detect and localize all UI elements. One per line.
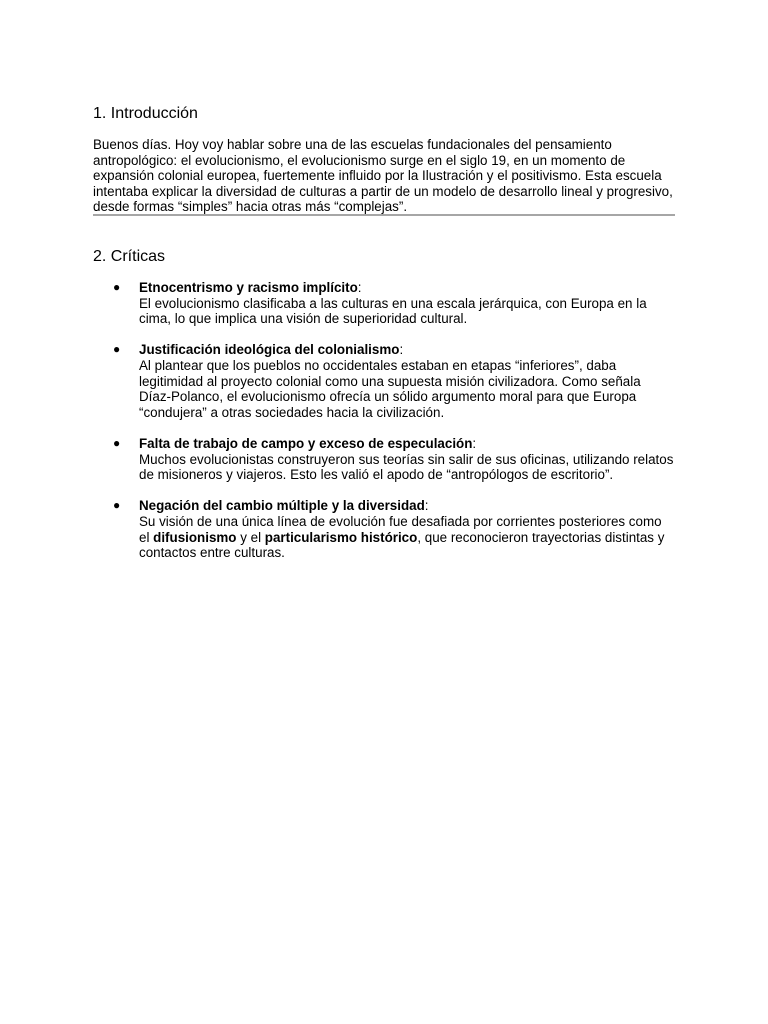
section-heading-introduccion: 1. Introducción [93,105,198,122]
item-text-part: , que reconocieron trayectorias distintas y contactos entre culturas. [139,529,665,561]
item-title: Negación del cambio múltiple y la diversidad [139,498,425,514]
item-text [139,514,675,561]
item-colon: : [399,342,404,358]
item-text: Al plantear que los pueblos no occidentales estaban en etapas “inferiores”, daba legitimidad al proyecto colonial como una supuesta misión civilizadora. Como señala Díaz-Polanco, el evolucionismo ofrecía un sólido argumento moral para que Europa “condujera” a otras sociedades hacia la civilización. [139,357,641,420]
item-colon: : [357,280,362,295]
bullet-icon: ● [113,435,121,450]
intro-paragraph: Buenos días. Hoy voy hablar sobre una de las escuelas fundacionales del pensamiento antropológico: el evolucionismo, el evolucionismo surge en el siglo 19, en un momento de expansión colonial europea, fuertemente influido por la Ilustración y el positivismo. Esta escuela intentaba explicar la diversidad de culturas a partir de un modelo de desarrollo lineal y progresivo, desde formas “simples” hacia otras más “complejas”. [93,137,673,215]
list-item [93,342,675,420]
criticas-list [93,280,675,576]
item-text: Muchos evolucionistas construyeron sus teorías sin salir de sus oficinas, utilizando relatos de misioneros y viajeros. Esto les valió el apodo de “antropólogos de escritorio”. [139,451,674,483]
list-item [93,436,675,483]
item-colon: : [424,498,429,514]
bullet-icon: ● [113,280,121,294]
item-bold-term: difusionismo [153,529,237,545]
list-item [93,280,675,327]
item-colon: : [472,435,477,451]
item-title: Falta de trabajo de campo y exceso de especulación [139,435,473,451]
bullet-icon: ● [113,342,121,357]
section-heading-criticas: 2. Críticas [93,248,166,265]
item-text-part: Su visión de una única línea de evolución fue desafiada por corrientes posteriores como el [139,513,662,545]
item-text-part: y el [236,529,265,545]
horizontal-rule [93,214,675,216]
list-item [93,498,675,560]
item-title: Justificación ideológica del colonialismo [139,342,400,358]
item-bold-term: particularismo histórico [264,529,418,545]
item-text: El evolucionismo clasificaba a las culturas en una escala jerárquica, con Europa en la cima, lo que implica una visión de superioridad cultural. [139,295,647,327]
item-title: Etnocentrismo y racismo implícito [139,280,358,295]
bullet-icon: ● [113,498,121,513]
